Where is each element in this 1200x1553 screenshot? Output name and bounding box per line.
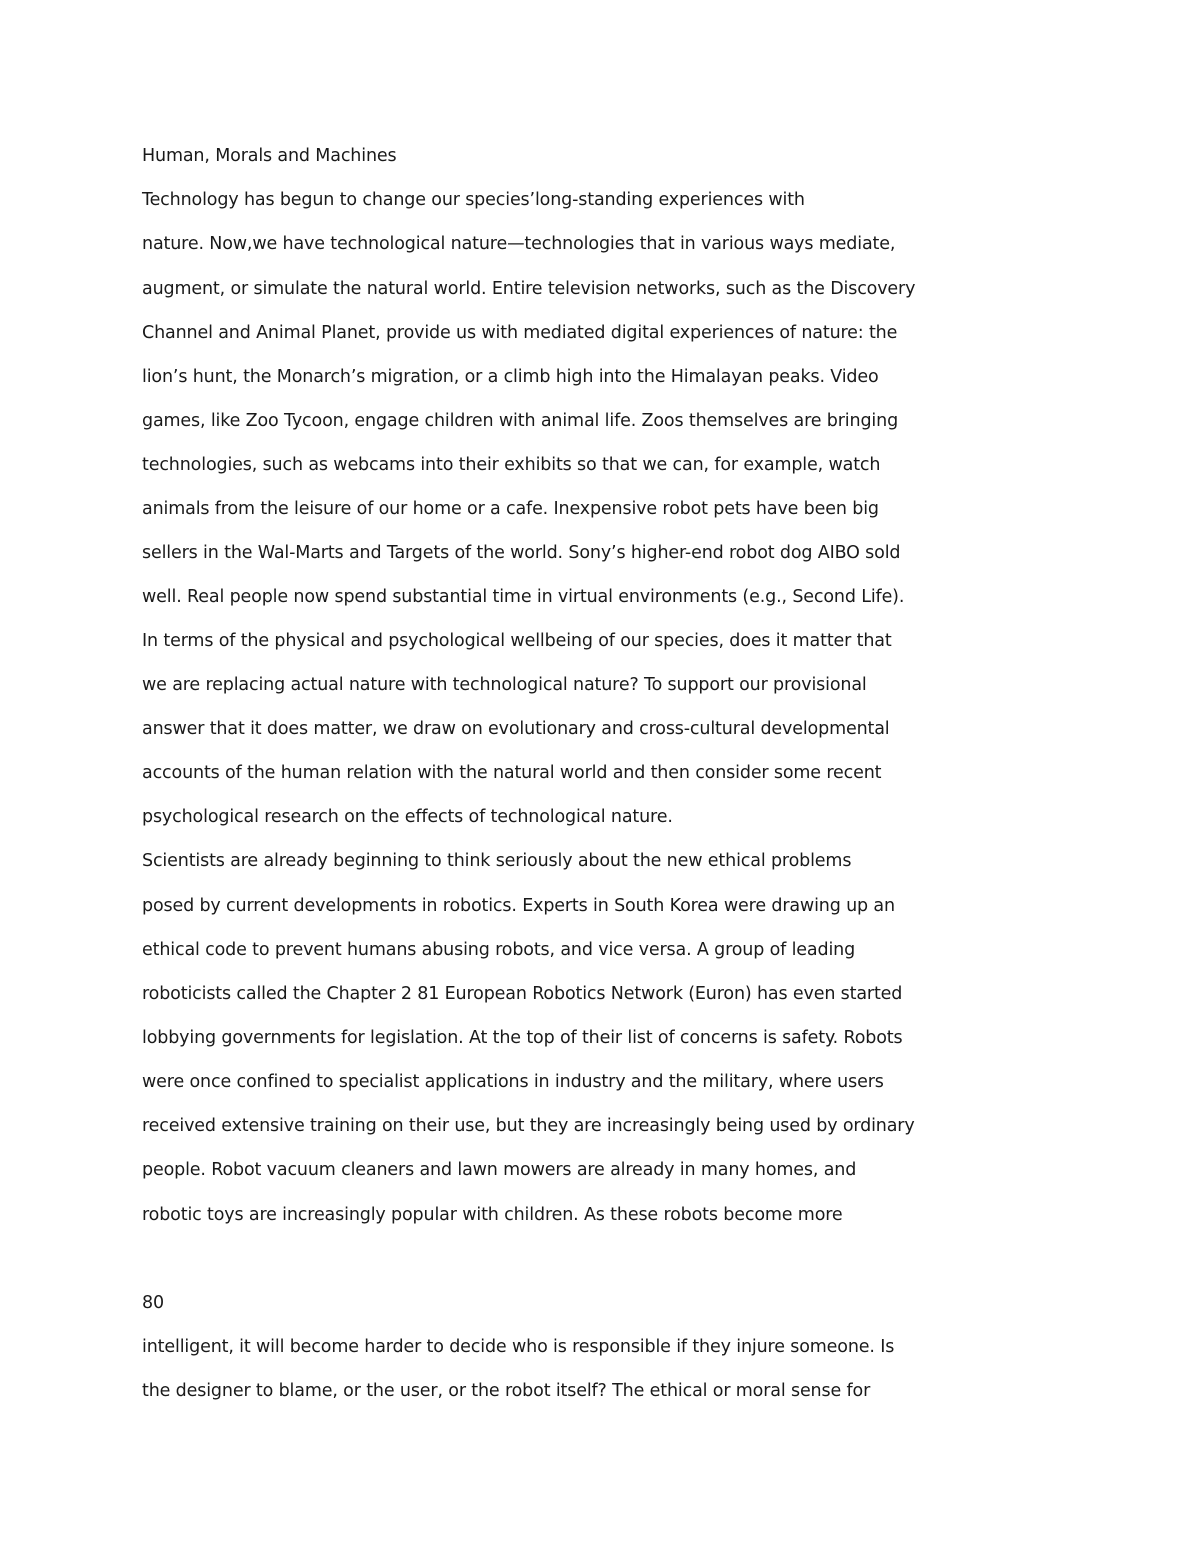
body-line: people. Robot vacuum cleaners and lawn mowers are already in many homes, and [142, 1160, 857, 1180]
body-line: received extensive training on their use, but they are increasingly being used by ordinary [142, 1116, 915, 1136]
body-line: well. Real people now spend substantial time in virtual environments (e.g., Second Life). [142, 587, 905, 607]
body-line: lobbying governments for legislation. At the top of their list of concerns is safety. Robots [142, 1028, 903, 1048]
body-line: ethical code to prevent humans abusing robots, and vice versa. A group of leading [142, 940, 856, 960]
body-line: we are replacing actual nature with technological nature? To support our provisional [142, 675, 867, 695]
body-line: Technology has begun to change our species’long-standing experiences with [142, 190, 805, 210]
body-line: robotic toys are increasingly popular with children. As these robots become more [142, 1205, 843, 1225]
body-line: nature. Now,we have technological nature—technologies that in various ways mediate, [142, 234, 896, 254]
body-line: psychological research on the effects of technological nature. [142, 807, 673, 827]
body-line: intelligent, it will become harder to decide who is responsible if they injure someone. Is [142, 1337, 895, 1357]
body-line: Channel and Animal Planet, provide us with mediated digital experiences of nature: the [142, 323, 898, 343]
body-line: answer that it does matter, we draw on evolutionary and cross-cultural developmental [142, 719, 890, 739]
body-line: sellers in the Wal-Marts and Targets of the world. Sony’s higher-end robot dog AIBO sold [142, 543, 901, 563]
body-line: roboticists called the Chapter 2 81 European Robotics Network (Euron) has even started [142, 984, 903, 1004]
body-line: accounts of the human relation with the natural world and then consider some recent [142, 763, 882, 783]
body-line: Scientists are already beginning to think seriously about the new ethical problems [142, 851, 852, 871]
document-title: Human, Morals and Machines [142, 146, 397, 166]
body-line: games, like Zoo Tycoon, engage children with animal life. Zoos themselves are bringing [142, 411, 899, 431]
body-line: augment, or simulate the natural world. Entire television networks, such as the Discovery [142, 279, 916, 299]
body-line: lion’s hunt, the Monarch’s migration, or a climb high into the Himalayan peaks. Video [142, 367, 879, 387]
body-line: technologies, such as webcams into their exhibits so that we can, for example, watch [142, 455, 881, 475]
page-number: 80 [142, 1293, 164, 1313]
body-line: animals from the leisure of our home or a cafe. Inexpensive robot pets have been big [142, 499, 879, 519]
body-line: In terms of the physical and psychological wellbeing of our species, does it matter that [142, 631, 892, 651]
body-line: the designer to blame, or the user, or the robot itself? The ethical or moral sense for [142, 1381, 871, 1401]
body-line: were once confined to specialist applications in industry and the military, where users [142, 1072, 884, 1092]
body-line: posed by current developments in robotics. Experts in South Korea were drawing up an [142, 896, 895, 916]
